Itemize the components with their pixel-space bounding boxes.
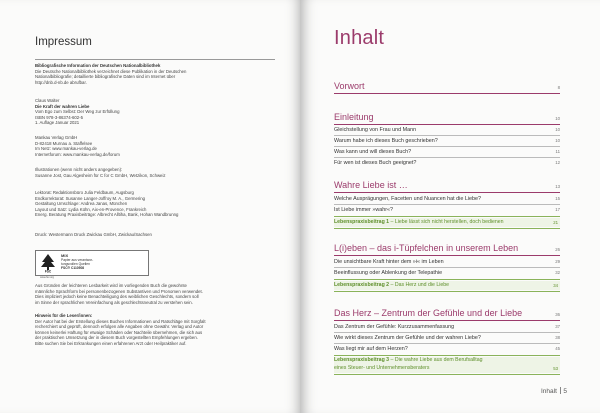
- toc-rule: [334, 192, 560, 193]
- reader-note: [35, 313, 275, 347]
- print-block: [35, 232, 275, 238]
- toc-rule: [334, 93, 560, 94]
- contents-title: Inhalt: [334, 27, 385, 49]
- toc-rule: [334, 216, 560, 217]
- toc-section[interactable]: Das Herz – Zentrum der Gefühle und der Liebe 36: [334, 308, 560, 318]
- publisher-block: [35, 135, 275, 157]
- fsc-site: www.fsc.org: [40, 275, 54, 279]
- toc-entry[interactable]: Die unsichtbare Kraft hinter dem »i« im Leben 29: [334, 259, 560, 265]
- toc-entry[interactable]: Wie wirkt dieses Zentrum der Gefühle und der wahren Liebe? 38: [334, 335, 560, 341]
- toc-rule: [334, 291, 560, 292]
- illustrations-block: [35, 167, 275, 178]
- toc-section[interactable]: Wahre Liebe ist … 13: [334, 180, 560, 190]
- toc-entry[interactable]: Welche Ausprägungen, Facetten und Nuancen hat die Liebe? 15: [334, 196, 560, 202]
- imprint-rule: [35, 59, 275, 60]
- reader-line: recherchiert und geprüft, dennoch erfolgen alle Angaben ohne Gewähr. Verlag und Autor: [35, 324, 204, 330]
- fsc-text: [61, 254, 93, 270]
- reader-line: der praktischen Umsetzung der in diesem Buch vorgestellten Empfehlungen ergeben.: [35, 335, 198, 341]
- biblio-line: http://dnb.d-nb.de abrufbar.: [35, 79, 87, 85]
- gender-line: Dies impliziert jedoch keine Benachteiligung des weiblichen Geschlechts, sondern soll: [35, 294, 199, 300]
- toc-rule: [334, 320, 560, 321]
- toc-rule: [334, 135, 560, 136]
- toc-section[interactable]: Vorwort 8: [334, 81, 560, 91]
- illustrations-line: Illustrationen (wenn nicht anders angegeben):: [35, 167, 123, 172]
- fsc-line: tungsvollen Quellen: [61, 262, 90, 267]
- toc-entry[interactable]: Was kann und will dieses Buch? 11: [334, 149, 560, 155]
- gender-line: im Sinne der sprachlichen Vereinfachung als geschlechtsneutral zu verstehen sein.: [35, 299, 193, 305]
- toc-rule: [334, 228, 560, 229]
- toc-practice-entry[interactable]: Lebenspraxisbeitrag 3 – Die wahre Liebe aus dem Berufsalltag eines Steuer- und Unternehmensberaters 53: [334, 357, 560, 373]
- footer-separator: [560, 387, 561, 394]
- author: Claus Walter: [35, 98, 60, 103]
- fsc-line: Papier aus verantwor-: [61, 258, 94, 263]
- toc-rule: [334, 124, 560, 125]
- toc-rule: [334, 355, 560, 356]
- illustrations-line: Susanne Jost, Gau Algesheim für C for C GmbH, Wetzikon, Schweiz: [35, 172, 166, 178]
- reader-line: Der Autor hat bei der Erstellung dieses Buches Informationen und Ratschläge mit Sorgfalt: [35, 318, 206, 324]
- toc-practice-entry[interactable]: Lebenspraxisbeitrag 2 – Das Herz und die Liebe 34: [334, 282, 558, 288]
- biblio-line: Die Deutsche Nationalbibliothek verzeichnet diese Publikation in der Deutschen: [35, 68, 187, 74]
- toc-rule: [334, 255, 560, 256]
- toc-rule: [334, 343, 560, 344]
- reader-line: können keinerlei Haftung für etwaige Schäden oder Nachteile übernehmen, die sich aus: [35, 329, 203, 335]
- toc-entry[interactable]: Was liegt mir auf dem Herzen? 45: [334, 346, 560, 352]
- imprint-title: Impressum: [35, 36, 92, 48]
- credit-line: Gestaltung Umschlage: Andrea Janas, München: [35, 201, 128, 207]
- credit-line: Energ. Beratung Praxisbeiträge: Albrecht Alltiha, Bank, Hohan Wandbrunng: [35, 212, 179, 218]
- footer-label: Inhalt: [541, 388, 557, 395]
- biblio-heading: Bibliografische Information der Deutschen Nationalbibliothek: [35, 63, 161, 68]
- toc-rule: [334, 374, 560, 375]
- publisher-line: Mankau Verlag GmbH: [35, 135, 78, 140]
- publisher-line: Internetforum: www.mankau-verlag.de/forum: [35, 151, 120, 157]
- gender-note: [35, 283, 275, 305]
- page-number: 5: [563, 388, 568, 395]
- credit-line: Lektorat: Redaktionsbüro Julia Feldbaum, Augsburg: [35, 190, 134, 195]
- toc-rule: [334, 332, 560, 333]
- toc-rule: [334, 267, 560, 268]
- fsc-mark: FSC: [44, 269, 52, 273]
- fsc-code: FSC® C110508: [61, 266, 85, 271]
- publisher-line: D-82418 Murnau a. Staffelsee: [35, 140, 93, 146]
- isbn: ISBN 978-3-86374-602-5: [35, 114, 84, 120]
- edition: 1. Auflage Januar 2021: [35, 120, 80, 126]
- contents-page: [300, 0, 600, 413]
- gender-line: Aus Gründen der leichteren Lesbarkeit wird im vorliegenden Buch die gewohnte: [35, 283, 187, 288]
- toc-entry[interactable]: Warum habe ich dieses Buch geschrieben? 10: [334, 138, 560, 144]
- book-title: Die Kraft der wahren Liebe: [35, 103, 90, 109]
- biblio-block: [35, 63, 275, 85]
- fsc-tree-logo: [39, 253, 57, 273]
- toc-entry[interactable]: Für wen ist dieses Buch geeignet? 12: [334, 160, 560, 166]
- page-footer: [541, 387, 567, 395]
- reader-line: Bitte suchen Sie bei Erkrankungen einen erfahrenen Arzt oder Heilpraktiker auf.: [35, 340, 187, 346]
- fsc-mix: MIX: [61, 253, 69, 258]
- book-subtitle: Vom Ego zum Selbst: Der Weg zur Erfüllung: [35, 109, 120, 115]
- toc-rule: [334, 204, 560, 205]
- toc-rule: [334, 157, 560, 158]
- fsc-label: [35, 250, 149, 279]
- book-info-block: [35, 98, 275, 126]
- toc-entry[interactable]: Beeinflussung oder Ablenkung der Telepathie 32: [334, 270, 560, 276]
- toc-entry[interactable]: Ist Liebe immer »wahr«? 17: [334, 207, 560, 213]
- credit-line: Endkorrektorat: Susanne Langer-Joffroy M. A., Germering: [35, 195, 146, 201]
- gender-line: männliche Sprachform bei personenbezogenen Substantiven und Pronomen verwendet.: [35, 288, 203, 294]
- toc-rule: [334, 146, 560, 147]
- credits-block: [35, 190, 275, 218]
- print-line: Druck: Westermann Druck Zwickau GmbH, Zwickau/Sachsen: [35, 232, 152, 237]
- publisher-line: Im Netz: www.mankau-verlag.de: [35, 146, 97, 152]
- reader-heading: Hinweis für die Leser/innen:: [35, 313, 93, 318]
- toc-rule: [334, 279, 560, 280]
- toc-practice-entry[interactable]: Lebenspraxisbeitrag 1 – Liebe lässt sich nicht herstellen, doch bedienen 21: [334, 219, 558, 225]
- toc-entry[interactable]: Das Zentrum der Gefühle: Kurzzusammenfassung 37: [334, 324, 560, 330]
- toc-section[interactable]: L(i)eben – das i-Tüpfelchen in unserem Leben 26: [334, 243, 560, 253]
- biblio-line: Nationalbibliografie; detaillierte bibliografische Daten sind im Internet über: [35, 74, 176, 80]
- toc-entry[interactable]: Gleichstellung von Frau und Mann 10: [334, 127, 560, 133]
- credit-line: Layout und Satz: Lydia Kühn, Aix-en-Provence, Frankreich: [35, 206, 147, 212]
- toc-section[interactable]: Einleitung 10: [334, 112, 560, 122]
